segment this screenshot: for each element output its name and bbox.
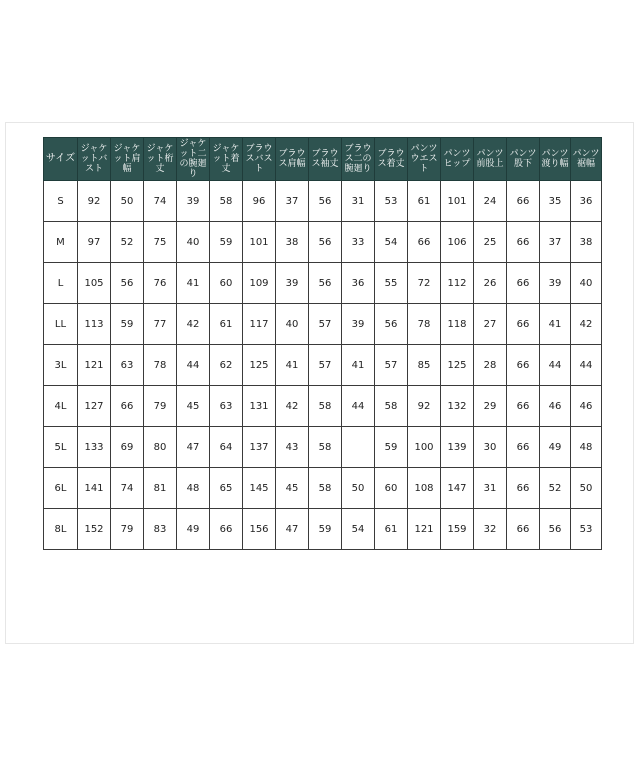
column-header: ジャケット桁丈 xyxy=(144,138,177,181)
measurement-cell: 105 xyxy=(78,263,111,304)
measurement-cell: 60 xyxy=(210,263,243,304)
column-header: ジャケット二の腕廻り xyxy=(177,138,210,181)
table-row xyxy=(44,468,602,509)
size-chart-table xyxy=(43,137,602,550)
measurement-cell: 41 xyxy=(342,345,375,386)
measurement-cell: 32 xyxy=(474,509,507,550)
measurement-cell: 59 xyxy=(309,509,342,550)
measurement-cell: 66 xyxy=(507,509,540,550)
measurement-cell: 53 xyxy=(375,181,408,222)
measurement-cell: 74 xyxy=(144,181,177,222)
header-row xyxy=(44,138,602,181)
measurement-cell: 56 xyxy=(309,181,342,222)
measurement-cell: 31 xyxy=(474,468,507,509)
measurement-cell: 58 xyxy=(309,386,342,427)
measurement-cell: 42 xyxy=(177,304,210,345)
measurement-cell: 47 xyxy=(177,427,210,468)
measurement-cell: 152 xyxy=(78,509,111,550)
measurement-cell: 66 xyxy=(507,181,540,222)
size-label-cell: 5L xyxy=(44,427,78,468)
measurement-cell: 66 xyxy=(111,386,144,427)
table-row xyxy=(44,386,602,427)
measurement-cell: 66 xyxy=(507,263,540,304)
measurement-cell: 74 xyxy=(111,468,144,509)
measurement-cell: 66 xyxy=(507,427,540,468)
size-label-cell: M xyxy=(44,222,78,263)
column-header: サイズ xyxy=(44,138,78,181)
measurement-cell: 41 xyxy=(540,304,571,345)
measurement-cell: 52 xyxy=(111,222,144,263)
measurement-cell: 44 xyxy=(177,345,210,386)
measurement-cell: 56 xyxy=(111,263,144,304)
measurement-cell: 50 xyxy=(571,468,602,509)
measurement-cell: 79 xyxy=(144,386,177,427)
measurement-cell: 33 xyxy=(342,222,375,263)
measurement-cell: 61 xyxy=(210,304,243,345)
table-row xyxy=(44,427,602,468)
measurement-cell: 108 xyxy=(408,468,441,509)
measurement-cell: 44 xyxy=(540,345,571,386)
measurement-cell: 54 xyxy=(342,509,375,550)
measurement-cell: 45 xyxy=(177,386,210,427)
measurement-cell: 39 xyxy=(342,304,375,345)
measurement-cell: 52 xyxy=(540,468,571,509)
measurement-cell: 117 xyxy=(243,304,276,345)
measurement-cell: 42 xyxy=(276,386,309,427)
measurement-cell: 60 xyxy=(375,468,408,509)
column-header: パンツヒップ xyxy=(441,138,474,181)
measurement-cell: 39 xyxy=(177,181,210,222)
measurement-cell: 26 xyxy=(474,263,507,304)
measurement-cell: 35 xyxy=(540,181,571,222)
measurement-cell: 76 xyxy=(144,263,177,304)
measurement-cell: 81 xyxy=(144,468,177,509)
measurement-cell: 36 xyxy=(571,181,602,222)
column-header: パンツウエスト xyxy=(408,138,441,181)
measurement-cell: 66 xyxy=(408,222,441,263)
measurement-cell: 139 xyxy=(441,427,474,468)
column-header: パンツ裾幅 xyxy=(571,138,602,181)
measurement-cell: 53 xyxy=(571,509,602,550)
measurement-cell: 58 xyxy=(309,468,342,509)
measurement-cell: 66 xyxy=(507,222,540,263)
measurement-cell: 59 xyxy=(375,427,408,468)
measurement-cell: 38 xyxy=(276,222,309,263)
measurement-cell: 42 xyxy=(571,304,602,345)
measurement-cell: 40 xyxy=(571,263,602,304)
measurement-cell: 83 xyxy=(144,509,177,550)
measurement-cell: 55 xyxy=(375,263,408,304)
measurement-cell: 41 xyxy=(276,345,309,386)
measurement-cell: 38 xyxy=(571,222,602,263)
measurement-cell: 50 xyxy=(342,468,375,509)
measurement-cell: 37 xyxy=(540,222,571,263)
measurement-cell: 48 xyxy=(177,468,210,509)
column-header: ブラウスバスト xyxy=(243,138,276,181)
size-label-cell: 4L xyxy=(44,386,78,427)
measurement-cell: 59 xyxy=(210,222,243,263)
column-header: パンツ股下 xyxy=(507,138,540,181)
measurement-cell: 75 xyxy=(144,222,177,263)
measurement-cell: 29 xyxy=(474,386,507,427)
measurement-cell: 45 xyxy=(276,468,309,509)
size-label-cell: 8L xyxy=(44,509,78,550)
measurement-cell: 50 xyxy=(111,181,144,222)
measurement-cell: 58 xyxy=(210,181,243,222)
table-row xyxy=(44,181,602,222)
table-row xyxy=(44,509,602,550)
size-label-cell: L xyxy=(44,263,78,304)
column-header: ジャケット肩幅 xyxy=(111,138,144,181)
measurement-cell: 28 xyxy=(474,345,507,386)
column-header: ブラウス袖丈 xyxy=(309,138,342,181)
size-label-cell: 3L xyxy=(44,345,78,386)
measurement-cell: 131 xyxy=(243,386,276,427)
measurement-cell: 40 xyxy=(276,304,309,345)
measurement-cell: 101 xyxy=(441,181,474,222)
measurement-cell: 80 xyxy=(144,427,177,468)
measurement-cell: 132 xyxy=(441,386,474,427)
measurement-cell: 97 xyxy=(78,222,111,263)
measurement-cell: 56 xyxy=(309,263,342,304)
measurement-cell: 66 xyxy=(507,345,540,386)
measurement-cell: 112 xyxy=(441,263,474,304)
measurement-cell: 125 xyxy=(441,345,474,386)
measurement-cell: 66 xyxy=(507,304,540,345)
measurement-cell: 147 xyxy=(441,468,474,509)
measurement-cell: 24 xyxy=(474,181,507,222)
measurement-cell: 39 xyxy=(540,263,571,304)
measurement-cell: 85 xyxy=(408,345,441,386)
measurement-cell: 137 xyxy=(243,427,276,468)
column-header: ブラウス二の腕廻り xyxy=(342,138,375,181)
measurement-cell: 31 xyxy=(342,181,375,222)
measurement-cell: 66 xyxy=(507,386,540,427)
measurement-cell: 36 xyxy=(342,263,375,304)
table-row xyxy=(44,345,602,386)
measurement-cell: 64 xyxy=(210,427,243,468)
measurement-cell: 44 xyxy=(342,386,375,427)
measurement-cell: 156 xyxy=(243,509,276,550)
measurement-cell: 56 xyxy=(540,509,571,550)
measurement-cell: 47 xyxy=(276,509,309,550)
measurement-cell: 46 xyxy=(540,386,571,427)
column-header: ジャケットバスト xyxy=(78,138,111,181)
measurement-cell: 25 xyxy=(474,222,507,263)
size-label-cell: S xyxy=(44,181,78,222)
measurement-cell: 57 xyxy=(375,345,408,386)
measurement-cell: 72 xyxy=(408,263,441,304)
measurement-cell: 145 xyxy=(243,468,276,509)
measurement-cell: 57 xyxy=(309,345,342,386)
column-header: ブラウス着丈 xyxy=(375,138,408,181)
measurement-cell: 101 xyxy=(243,222,276,263)
measurement-cell: 27 xyxy=(474,304,507,345)
measurement-cell: 125 xyxy=(243,345,276,386)
measurement-cell: 58 xyxy=(309,427,342,468)
measurement-cell: 66 xyxy=(210,509,243,550)
column-header: ブラウス肩幅 xyxy=(276,138,309,181)
measurement-cell: 41 xyxy=(177,263,210,304)
column-header: ジャケット着丈 xyxy=(210,138,243,181)
measurement-cell: 159 xyxy=(441,509,474,550)
measurement-cell: 92 xyxy=(78,181,111,222)
measurement-cell: 121 xyxy=(78,345,111,386)
measurement-cell: 66 xyxy=(507,468,540,509)
measurement-cell: 121 xyxy=(408,509,441,550)
measurement-cell: 78 xyxy=(144,345,177,386)
measurement-cell: 30 xyxy=(474,427,507,468)
measurement-cell: 141 xyxy=(78,468,111,509)
measurement-cell: 44 xyxy=(571,345,602,386)
measurement-cell: 40 xyxy=(177,222,210,263)
measurement-cell: 46 xyxy=(571,386,602,427)
measurement-cell: 49 xyxy=(177,509,210,550)
measurement-cell: 61 xyxy=(375,509,408,550)
measurement-cell: 69 xyxy=(111,427,144,468)
measurement-cell: 43 xyxy=(276,427,309,468)
measurement-cell: 39 xyxy=(276,263,309,304)
measurement-cell: 127 xyxy=(78,386,111,427)
measurement-cell: 63 xyxy=(210,386,243,427)
measurement-cell: 37 xyxy=(276,181,309,222)
measurement-cell: 61 xyxy=(408,181,441,222)
measurement-cell: 79 xyxy=(111,509,144,550)
table-body xyxy=(44,181,602,550)
measurement-cell: 49 xyxy=(540,427,571,468)
measurement-cell: 63 xyxy=(111,345,144,386)
measurement-cell xyxy=(342,427,375,468)
table-row xyxy=(44,304,602,345)
measurement-cell: 106 xyxy=(441,222,474,263)
measurement-cell: 133 xyxy=(78,427,111,468)
measurement-cell: 48 xyxy=(571,427,602,468)
measurement-cell: 92 xyxy=(408,386,441,427)
measurement-cell: 59 xyxy=(111,304,144,345)
measurement-cell: 62 xyxy=(210,345,243,386)
size-label-cell: 6L xyxy=(44,468,78,509)
table-row xyxy=(44,222,602,263)
column-header: パンツ前股上 xyxy=(474,138,507,181)
measurement-cell: 118 xyxy=(441,304,474,345)
measurement-cell: 77 xyxy=(144,304,177,345)
measurement-cell: 113 xyxy=(78,304,111,345)
measurement-cell: 78 xyxy=(408,304,441,345)
measurement-cell: 54 xyxy=(375,222,408,263)
measurement-cell: 57 xyxy=(309,304,342,345)
measurement-cell: 65 xyxy=(210,468,243,509)
measurement-cell: 109 xyxy=(243,263,276,304)
measurement-cell: 56 xyxy=(309,222,342,263)
measurement-cell: 58 xyxy=(375,386,408,427)
measurement-cell: 96 xyxy=(243,181,276,222)
table-row xyxy=(44,263,602,304)
measurement-cell: 56 xyxy=(375,304,408,345)
column-header: パンツ渡り幅 xyxy=(540,138,571,181)
size-label-cell: LL xyxy=(44,304,78,345)
measurement-cell: 100 xyxy=(408,427,441,468)
